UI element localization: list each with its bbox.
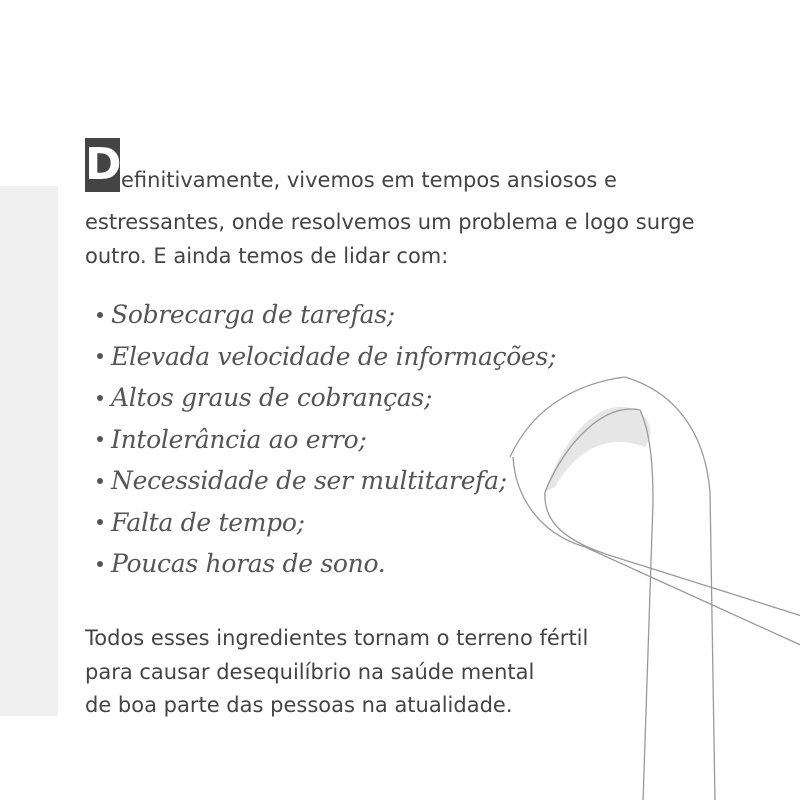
list-item-text: Sobrecarga de tarefas;	[111, 300, 395, 329]
list-item	[97, 502, 556, 544]
list-item-text: Poucas horas de sono.	[111, 549, 386, 578]
list-item	[97, 377, 556, 419]
closing-line-1: Todos esses ingredientes tornam o terreno fértil	[85, 626, 589, 650]
side-panel	[0, 186, 58, 716]
list-item	[97, 419, 556, 461]
intro-text: efinitivamente, vivemos em tempos ansiosos e estressantes, onde resolvemos um problema e logo surge outro. E ainda temos de lidar com:	[85, 168, 695, 268]
bullet-icon	[97, 395, 103, 401]
bullet-icon	[97, 312, 103, 318]
list-item-text: Altos graus de cobranças;	[111, 383, 433, 412]
bullet-icon	[97, 353, 103, 359]
bullet-icon	[97, 478, 103, 484]
bullet-icon	[97, 436, 103, 442]
list-item	[97, 294, 556, 336]
closing-line-3: de boa parte das pessoas na atualidade.	[85, 693, 513, 717]
list-item-text: Elevada velocidade de informações;	[111, 341, 557, 371]
bullet-icon	[97, 519, 103, 525]
bullet-icon	[97, 561, 103, 567]
list-item-text: Falta de tempo;	[111, 507, 305, 537]
list-item-text: Necessidade de ser multitarefa;	[111, 466, 507, 495]
intro-paragraph	[85, 139, 725, 273]
stress-factors-list	[97, 294, 556, 585]
list-item	[97, 543, 556, 585]
closing-line-2: para causar desequilíbrio na saúde mental	[85, 659, 535, 684]
drop-cap: D	[85, 139, 122, 190]
list-item-text: Intolerância ao erro;	[111, 424, 367, 454]
list-item	[97, 460, 556, 502]
closing-paragraph	[85, 622, 645, 723]
list-item	[97, 336, 556, 378]
